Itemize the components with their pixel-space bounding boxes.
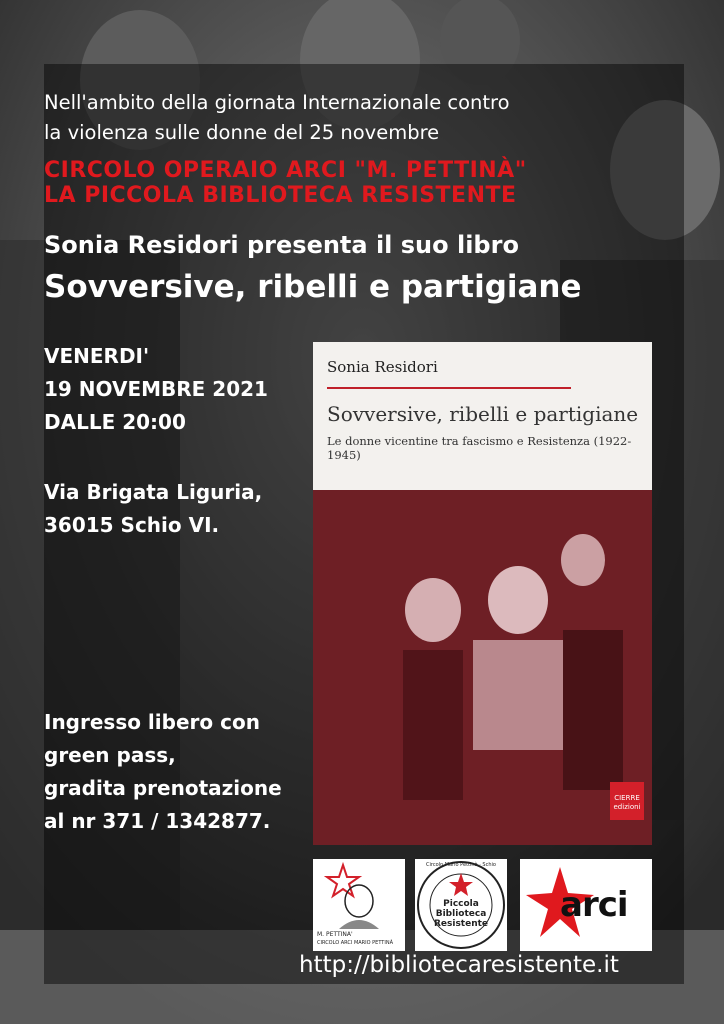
event-time: DALLE 20:00 [44,410,186,434]
intro-text [44,88,684,148]
biblioteca-name-1: Piccola [443,899,479,909]
event-date: 19 NOVEMBRE 2021 [44,377,268,401]
entry-line-4: al nr 371 / 1342877. [44,809,271,833]
book-cover [313,342,652,845]
cover-subtitle: Le donne vicentine tra fascismo e Resistenza (1922-1945) [327,434,632,462]
cover-photo [313,490,652,845]
organizers [44,158,704,208]
cover-divider [327,387,571,389]
book-title-heading: Sovversive, ribelli e partigiane [44,269,582,305]
event-address [44,476,262,542]
presenter-line: Sonia Residori presenta il suo libro [44,231,519,259]
organizer-line-1: CIRCOLO OPERAIO ARCI "M. PETTINÀ" [44,158,527,183]
address-street: Via Brigata Liguria, [44,480,263,504]
cover-title: Sovversive, ribelli e partigiane [327,402,639,426]
organizer-line-2: LA PICCOLA BIBLIOTECA RESISTENTE [44,183,517,208]
circolo-caption-1: M. PETTINA' [317,931,353,938]
entry-info [44,706,282,838]
circolo-logo [313,859,405,951]
biblioteca-name [415,899,507,929]
publisher-name: CIERRE [614,794,640,802]
entry-line-2: green pass, [44,743,176,767]
arci-wordmark: arci [560,885,628,925]
intro-line-2: la violenza sulle donne del 25 novembre [44,121,440,144]
website-link[interactable]: http://bibliotecaresistente.it [299,952,619,978]
biblioteca-name-2: Biblioteca [435,909,487,919]
biblioteca-logo [415,859,507,951]
event-datetime [44,340,268,439]
publisher-badge [610,782,644,820]
circolo-caption-2: CIRCOLO ARCI MARIO PETTINÀ [317,940,393,946]
address-city: 36015 Schio VI. [44,513,220,537]
biblioteca-name-3: Resistente [433,919,489,929]
arci-logo [520,859,652,951]
entry-line-1: Ingresso libero con [44,710,260,734]
biblioteca-ring-text: Circolo Mario Pettinà · Schio [426,862,496,868]
cover-author: Sonia Residori [327,358,438,376]
entry-line-3: gradita prenotazione [44,776,282,800]
publisher-sub: edizioni [613,803,641,811]
event-day: VENERDI' [44,344,150,368]
intro-line-1: Nell'ambito della giornata Internazionale contro [44,91,510,114]
